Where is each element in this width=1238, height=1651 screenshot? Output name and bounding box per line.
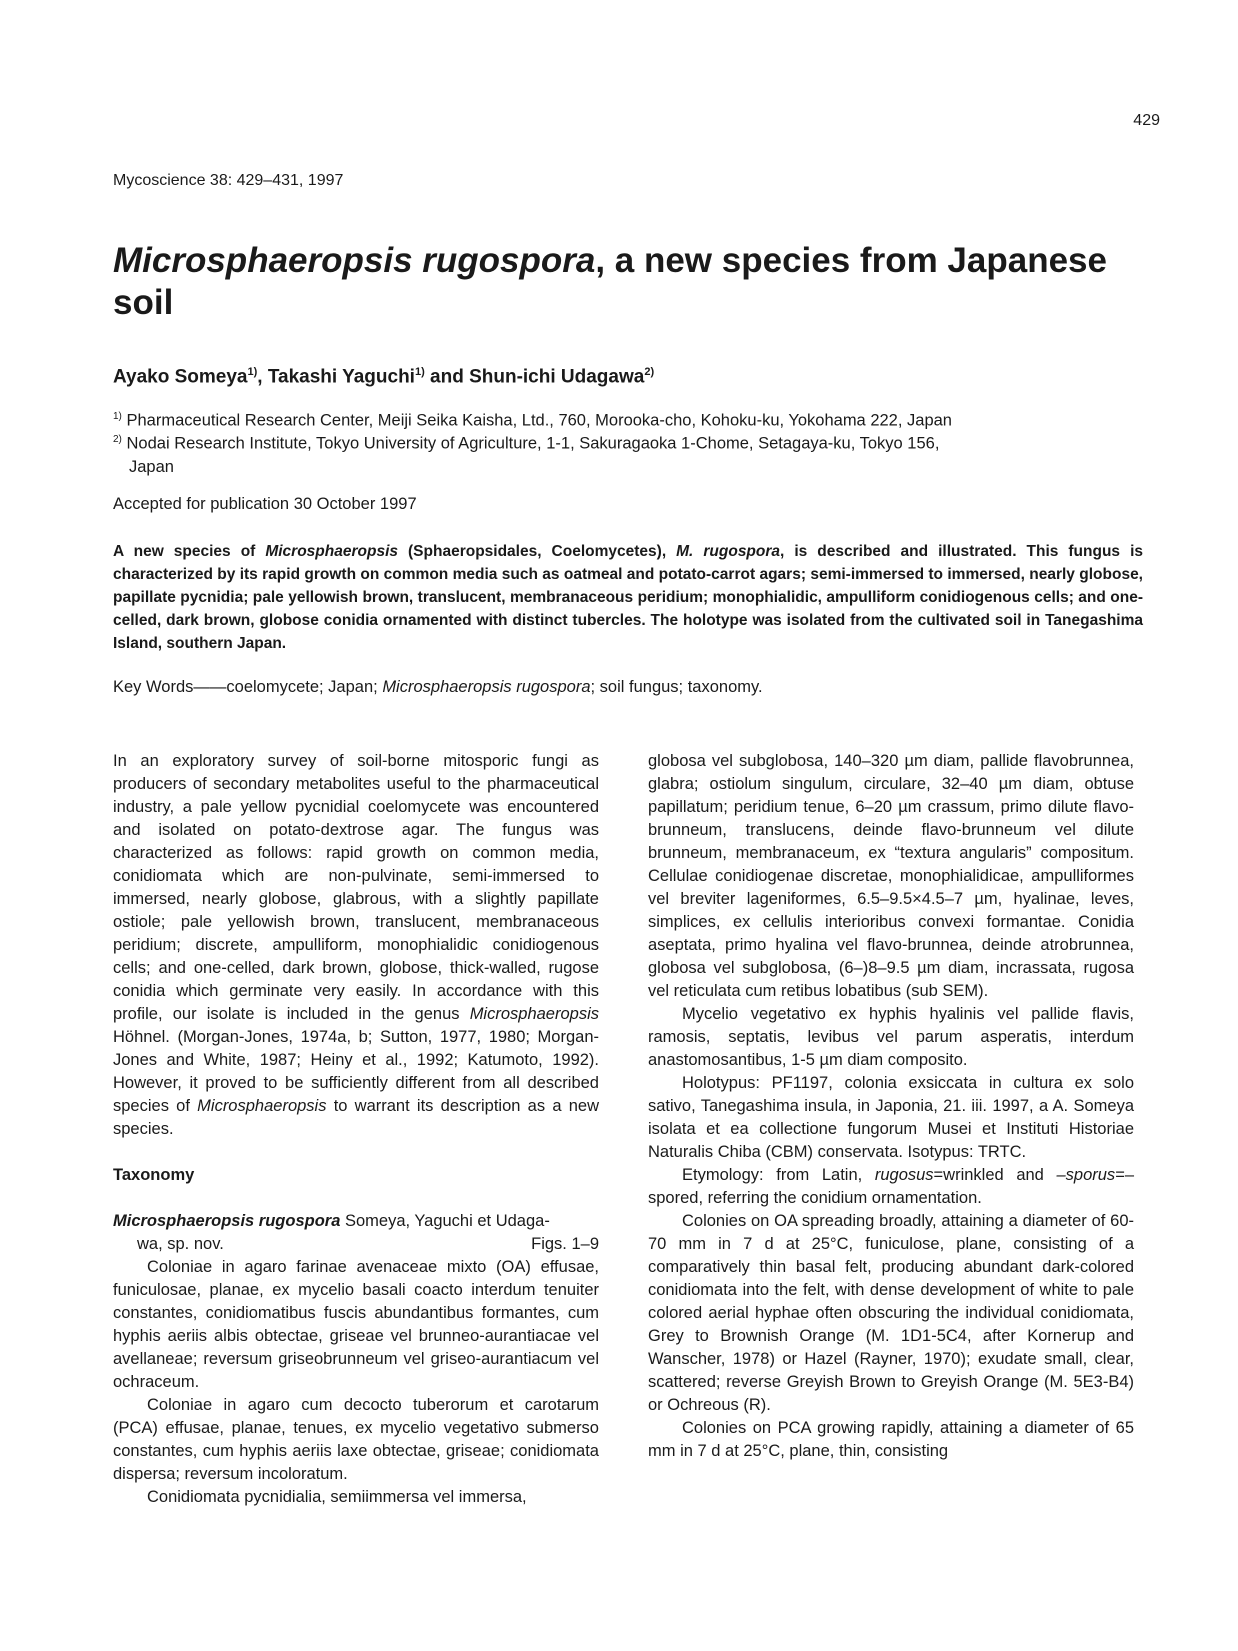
- latin-term: rugosus: [874, 1166, 934, 1184]
- affiliation-mark: 2): [113, 434, 122, 445]
- species-name: Microsphaeropsis rugospora: [113, 1212, 341, 1230]
- keywords-text: ; soil fungus; taxonomy.: [590, 678, 763, 696]
- title-rest: , a new species from Japanese soil: [113, 241, 1107, 322]
- abstract-text: (Sphaeropsidales, Coelomycetes),: [398, 543, 677, 560]
- affiliation-mark: 1): [113, 411, 122, 422]
- latin-term: –sporus: [1056, 1166, 1116, 1184]
- species-heading-line2: [113, 1233, 599, 1256]
- body-text: Höhnel. (Morgan-Jones, 1974a, b; Sutton, 1977, 1980; Morgan-Jones and White, 1987; Heiny et al., 1992; Katumoto, 1992). However, it proved to be sufficiently different from all described species of: [113, 1028, 599, 1115]
- abstract: [113, 540, 1143, 655]
- body-text: to warrant its description as a new species.: [113, 1097, 599, 1138]
- intro-paragraph: [113, 750, 599, 1141]
- etymology-paragraph: [648, 1164, 1134, 1210]
- title-species-name: Microsphaeropsis rugospora: [113, 241, 596, 280]
- description-oa: Coloniae in agaro farinae avenaceae mixto (OA) effusae, funiculosae, planae, ex mycelio basali coacto interdum tenuiter constantes, conidiomatibus fuscis abundantibus formantes, cum hyphis aeriis albis obtectae, griseae vel brunneo-aurantiacae vel avellaneae; reversum griseobrunneum vel griseo-aurantiacum vel ochraceum.: [113, 1258, 599, 1391]
- author-name: Ayako Someya: [113, 366, 248, 388]
- description-pca: Coloniae in agaro cum decocto tuberorum et carotarum (PCA) effusae, planae, tenues, ex mycelio vegetativo submerso constantes, cum hyphis aeriis laxe obtectae, griseae; conidiomata dispersa; reversum incoloratum.: [113, 1396, 599, 1483]
- body-text: =wrinkled and: [933, 1166, 1057, 1184]
- keywords-species: Microsphaeropsis rugospora: [382, 678, 591, 696]
- species-authority-cont: wa, sp. nov.: [137, 1235, 224, 1253]
- author-affil-mark: 1): [247, 366, 258, 378]
- mycelium-description: Mycelio vegetativo ex hyphis hyalinis vel pallide flavis, ramosis, septatis, levibus vel parum asperatis, interdum anastomosantibus, 1-5 µm diam composito.: [648, 1005, 1134, 1069]
- body-text: Etymology: from Latin,: [682, 1166, 875, 1184]
- author-name: and Shun-ichi Udagawa: [424, 366, 645, 388]
- body-text: =–spored, referring the conidium ornamentation.: [648, 1166, 1134, 1207]
- keywords-text: Key Words——coelomycete; Japan;: [113, 678, 383, 696]
- author-affil-mark: 2): [644, 366, 655, 378]
- latin-description: globosa vel subglobosa, 140–320 µm diam, pallide flavobrunnea, glabra; ostiolum singulum, circulare, 32–40 µm diam, obtuse papillatum; peridium tenue, 6–20 µm crassum, primo dilute flavo-brunneum, translucens, deinde flavo-brunneum vel dilute brunneum, membranaceum, ex “textura angularis” compositum. Cellulae conidiogenae discretae, monophialidicae, ampulliformes vel breviter lageniformes, 6.5–9.5×4.5–7 µm, hyalinae, leves, simplices, ex cellulis interioribus convexi formantae. Conidia aseptata, primo hyalina vel flavo-brunnea, deinde atrobrunnea, globosa vel subglobosa, (6–)8–9.5 µm diam, incrassata, rugosa vel reticulata cum retibus lobatibus (sub SEM).: [648, 752, 1134, 1000]
- genus-name: Microsphaeropsis: [197, 1097, 327, 1115]
- paper-title: [113, 240, 1143, 324]
- section-heading-taxonomy: Taxonomy: [113, 1166, 195, 1184]
- holotype-paragraph: Holotypus: PF1197, colonia exsiccata in cultura ex solo sativo, Tanegashima insula, in Japonia, 21. iii. 1997, a A. Someya isolata et ea collectione fungorum Musei et Instituti Historiae Naturalis Chiba (CBM) conservata. Isotypus: TRTC.: [648, 1074, 1134, 1161]
- author-list: [113, 366, 654, 388]
- description-conidiomata: Conidiomata pycnidialia, semiimmersa vel immersa,: [147, 1488, 527, 1506]
- keywords: [113, 678, 763, 697]
- figure-reference: Figs. 1–9: [531, 1235, 599, 1253]
- abstract-text: , is described and illustrated. This fungus is characterized by its rapid growth on common media such as oatmeal and potato-carrot agars; semi-immersed to immersed, nearly globose, papillate pycnidia; pale yellowish brown, translucent, membranaceous peridium; monophialidic, ampulliform conidiogenous cells; and one-celled, dark brown, globose conidia ornamented with distinct tubercles. The holotype was isolated from the cultivated soil in Tanegashima Island, southern Japan.: [113, 543, 1143, 652]
- affiliation-text: Nodai Research Institute, Tokyo University of Agriculture, 1-1, Sakuragaoka 1-Chome, Setagaya-ku, Tokyo 156,: [126, 434, 940, 453]
- species-heading: [113, 1210, 599, 1233]
- author-affil-mark: 1): [414, 366, 425, 378]
- affiliation: [113, 428, 1153, 479]
- genus-name: Microsphaeropsis: [469, 1005, 599, 1023]
- abstract-text: A new species of: [113, 543, 266, 560]
- left-column: [113, 750, 599, 1509]
- affiliation-text: Pharmaceutical Research Center, Meiji Seika Kaisha, Ltd., 760, Morooka-cho, Kohoku-ku, Yokohama 222, Japan: [126, 411, 952, 430]
- colonies-pca-paragraph: Colonies on PCA growing rapidly, attaining a diameter of 65 mm in 7 d at 25°C, plane, thin, consisting: [648, 1419, 1134, 1460]
- abstract-genus: Microsphaeropsis: [265, 543, 398, 560]
- accepted-date: Accepted for publication 30 October 1997: [113, 495, 417, 513]
- affiliation-text-continued: Japan: [129, 457, 174, 476]
- author-name: , Takashi Yaguchi: [257, 366, 415, 388]
- species-authority: Someya, Yaguchi et Udaga-: [340, 1212, 550, 1230]
- journal-reference: Mycoscience 38: 429–431, 1997: [113, 172, 344, 189]
- abstract-species: M. rugospora: [676, 543, 781, 560]
- colonies-oa-paragraph: Colonies on OA spreading broadly, attaining a diameter of 60-70 mm in 7 d at 25°C, funiculose, plane, consisting of a comparatively thin basal felt, producing abundant dark-colored conidiomata into the felt, with dense development of white to pale colored aerial hyphae often obscuring the individual conidiomata, Grey to Brownish Orange (M. 1D1-5C4, after Kornerup and Wanscher, 1978) or Hazel (Rayner, 1970); exudate small, clear, scattered; reverse Greyish Brown to Greyish Orange (M. 5E3-B4) or Ochreous (R).: [648, 1212, 1134, 1414]
- page-number: 429: [1133, 112, 1160, 129]
- body-text: In an exploratory survey of soil-borne mitosporic fungi as producers of secondary metabolites useful to the pharmaceutical industry, a pale yellow pycnidial coelomycete was encountered and isolated on potato-dextrose agar. The fungus was characterized as follows: rapid growth on common media, conidiomata which are non-pulvinate, semi-immersed to immersed, nearly globose, glabrous, with a slightly papillate ostiole; pale yellowish brown, translucent, membranaceous peridium; discrete, ampulliform, monophialidic conidiogenous cells; and one-celled, dark brown, globose, thick-walled, rugose conidia which germinate very easily. In accordance with this profile, our isolate is included in the genus: [113, 752, 599, 1023]
- right-column: [648, 750, 1134, 1463]
